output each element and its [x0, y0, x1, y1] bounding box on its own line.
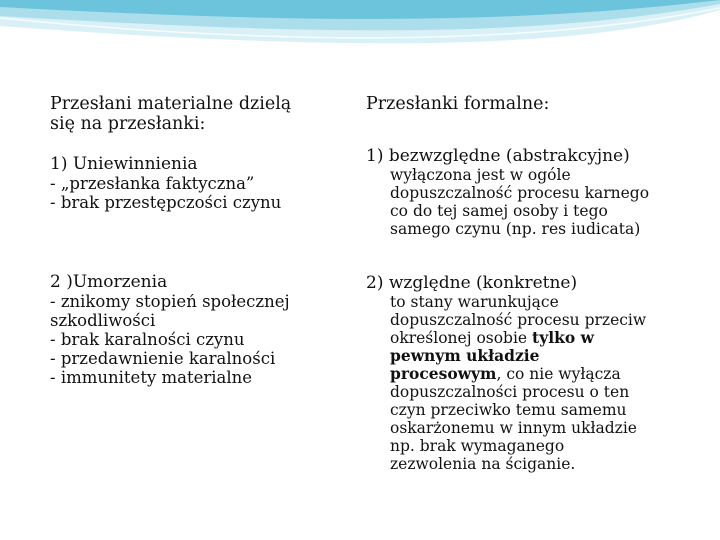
right-item1-line: samego czynu (np. res iudicata) — [390, 220, 641, 238]
left-item2-line: - znikomy stopień społecznej — [50, 292, 290, 311]
right-item2-bold-line — [366, 347, 646, 365]
left-column — [50, 94, 350, 387]
left-item-uniewinnienia — [50, 154, 281, 212]
right-item2-line: zezwolenia na ściganie. — [390, 455, 576, 473]
right-item2-text: , co nie wyłącza — [496, 365, 621, 383]
left-item-umorzenia — [50, 272, 290, 387]
right-heading: Przesłanki formalne: — [366, 94, 550, 114]
right-item1-title: 1) bezwzględne (abstrakcyjne) — [366, 146, 630, 166]
left-item2-line: - brak karalności czynu — [50, 330, 245, 349]
right-item2-line-with-bold — [366, 329, 646, 347]
left-heading-line1: Przesłani materialne dzielą — [50, 94, 292, 114]
right-item1-line: wyłączona jest w ogóle — [390, 166, 571, 184]
right-item2-line: np. brak wymaganego — [390, 437, 565, 455]
left-item2-line: - immunitety materialne — [50, 368, 253, 387]
right-column — [366, 94, 686, 473]
right-item2-line: dopuszczalność procesu przeciw — [390, 311, 647, 329]
right-item2-bold: tylko w — [532, 328, 594, 347]
right-item2-title: 2) względne (konkretne) — [366, 273, 578, 293]
left-item1-line: - brak przestępczości czynu — [50, 193, 282, 212]
right-item-bezwzgledne — [366, 146, 649, 238]
right-item2-bold: procesowym — [390, 364, 497, 383]
left-item1-title: 1) Uniewinnienia — [50, 154, 198, 174]
right-item2-line: dopuszczalności procesu o ten — [390, 383, 630, 401]
right-item2-bold: pewnym układzie — [390, 346, 540, 365]
header-wave-decoration — [0, 0, 720, 70]
right-item2-line: czyn przeciwko temu samemu — [390, 401, 627, 419]
left-heading — [50, 94, 350, 134]
right-item2-line: to stany warunkujące — [390, 293, 559, 311]
left-item2-title: 2 )Umorzenia — [50, 272, 168, 292]
right-item2-text: określonej osobie — [390, 329, 528, 347]
right-item1-line: co do tej samej osoby i tego — [390, 202, 608, 220]
right-item-wzgledne — [366, 273, 646, 473]
right-item2-line-with-bold — [366, 365, 646, 383]
left-item2-line: szkodliwości — [50, 311, 156, 330]
left-item2-line: - przedawnienie karalności — [50, 349, 276, 368]
left-heading-line2: się na przesłanki: — [50, 114, 206, 134]
left-item1-line: - „przesłanka faktyczna” — [50, 174, 255, 193]
right-item2-line: oskarżonemu w innym układzie — [390, 419, 637, 437]
right-item1-line: dopuszczalność procesu karnego — [390, 184, 650, 202]
